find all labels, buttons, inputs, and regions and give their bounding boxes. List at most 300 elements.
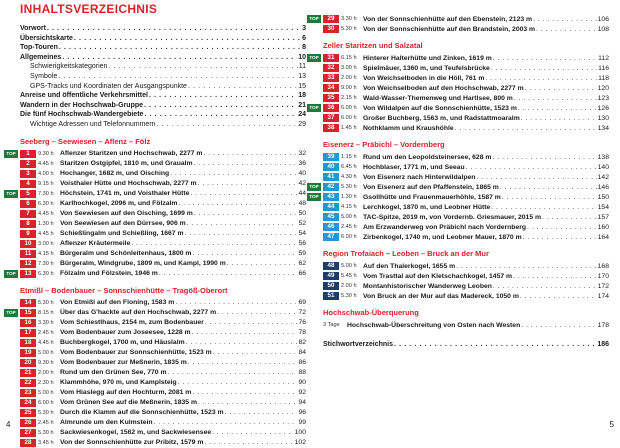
route-duration: 5.00 h [38,389,54,396]
route-row[interactable] [6,149,306,159]
crossing-section-title: Hochschwab-Überquerung [323,308,419,317]
route-number: 34 [323,84,339,92]
toc-page: 24 [298,111,306,119]
toc-label: Wichtige Adressen und Telefonnummern [30,120,156,128]
leader-dots [187,220,298,227]
top-badge: TOP [4,309,18,317]
leader-dots [513,273,597,280]
route-title: Vom Grünen See auf die Meßnerin, 1835 m [60,399,197,407]
leader-dots [521,115,597,122]
leader-dots [203,150,297,157]
route-page: 86 [298,359,306,367]
route-title: Zirbenkogel, 1740 m, und Leobner Mauer, 1870 m [363,233,522,241]
toc-entry[interactable] [20,101,306,111]
leader-dots [493,283,597,290]
route-number: 13 [20,270,36,278]
route-title: Vom Bodenbauer zur Meßnerin, 1835 m [60,359,187,367]
route-page: 108 [597,25,609,33]
route-row[interactable] [20,298,306,308]
route-duration: 2.45 h [38,419,54,426]
route-duration: 6.00 h [341,105,357,111]
route-title: Karlhochkogel, 2096 m, und Fölzalm [60,200,178,208]
route-number: 14 [20,299,36,307]
route-duration: 5.00 h [38,349,54,356]
leader-dots [204,439,293,446]
route-page: 170 [597,272,609,280]
route-duration: 4.45 h [38,160,54,167]
route-number: 29 [323,15,339,23]
section-title: Zeller Staritzen und Salzatal [323,41,423,50]
route-row[interactable] [323,222,609,232]
route-duration: 6.00 h [341,115,357,121]
route-page: 40 [298,170,306,178]
toc-entry[interactable] [20,62,306,72]
route-page: 160 [597,223,609,231]
route-row[interactable] [323,271,609,281]
route-row[interactable] [20,358,306,368]
route-number: 5 [20,190,36,198]
route-number: 45 [323,213,339,221]
leader-dots [188,359,298,366]
route-page: 94 [298,399,306,407]
leader-dots [205,319,298,326]
route-page: 126 [597,104,609,112]
route-page: 120 [597,84,609,92]
route-row[interactable] [20,368,306,378]
route-number: 18 [20,339,36,347]
leader-dots [527,224,597,231]
leader-dots [455,125,597,132]
route-row[interactable] [20,169,306,179]
route-duration: 2.30 h [38,379,54,386]
top-badge: TOP [4,150,18,158]
crossing-row[interactable] [323,320,609,330]
route-page: 92 [298,389,306,397]
leader-dots [198,399,297,406]
route-title: Bürgeralm und Schönleitenhaus, 1800 m [60,250,192,258]
toc-entry[interactable] [20,24,306,34]
route-duration: 2.00 h [341,283,357,289]
route-duration: 1.30 h [38,220,54,227]
toc-label: Vorwort [20,25,46,32]
route-duration: 3.30 h [341,16,357,22]
route-duration: 9.15 h [38,180,54,187]
toc-label: Wandern in der Hochschwab-Gruppe [20,101,144,109]
route-row[interactable] [323,123,609,133]
leader-dots [476,174,596,181]
route-number: 23 [20,389,36,397]
route-row[interactable] [20,348,306,358]
route-title: Lerchkogel, 1870 m, und Leobner Hütte [363,203,491,211]
route-page: 146 [597,183,609,191]
route-number: 49 [323,272,339,280]
toc-page: 10 [298,53,306,61]
route-page: 157 [597,213,609,221]
route-row[interactable] [309,182,609,192]
route-row[interactable] [309,192,609,202]
route-number: 12 [20,260,36,268]
route-number: 26 [20,419,36,427]
route-row[interactable] [323,93,609,103]
route-title: Von Weichselboden auf den Hochschwab, 2277 m [363,84,524,92]
route-title: Rund um den Grünen See, 770 m [60,369,167,377]
route-duration: 2.45 h [38,329,54,336]
route-title: Von Seewiesen auf den Dürrsee, 906 m [60,220,186,228]
leader-dots [491,65,597,72]
route-duration: 1.15 h [341,154,357,160]
route-number: 31 [323,54,339,62]
route-title: Voisthaler Hütte und Hochschwab, 2277 m [60,180,197,188]
leader-dots [149,91,297,101]
route-title: Sackwiesenkogel, 1562 m, und Sackwiesensee [60,429,212,437]
route-title: Rund um den Leopoldsteinersee, 628 m [363,153,492,161]
route-duration: 6.45 h [341,164,357,170]
route-row[interactable] [20,408,306,418]
toc-entry[interactable] [20,34,306,44]
leader-dots [159,270,298,277]
leader-dots [62,53,297,63]
route-duration: 4.45 h [38,230,54,237]
route-row[interactable] [309,14,609,24]
toc-entry[interactable] [20,120,306,130]
toc-entry[interactable] [20,53,306,63]
route-page: 112 [598,54,609,62]
crossing-page: 178 [597,321,609,329]
route-number: 28 [20,439,36,447]
route-number: 20 [20,359,36,367]
route-duration: 1.30 h [341,194,357,200]
route-title: Gsollhütte und Frauenmauerhöhle, 1587 m [363,193,501,201]
leader-dots [175,299,297,306]
leader-dots [521,322,596,329]
route-duration: 2.45 h [341,224,357,230]
route-row[interactable] [20,199,306,209]
route-title: Von der Sonnschienhütte auf den Ebenstein, 2123 m [363,15,533,23]
leader-dots [525,85,597,92]
top-badge: TOP [4,270,18,278]
route-title: Höchstein, 1741 m, und Voisthaler Hütte [60,190,190,198]
route-number: 21 [20,369,36,377]
route-row[interactable] [323,152,609,162]
route-row[interactable] [323,281,609,291]
right-column [309,14,609,350]
route-title: Hinterer Halterhütte und Zinken, 1619 m [363,54,492,62]
route-row[interactable] [323,232,609,242]
leader-dots [178,200,297,207]
route-number: 38 [323,124,339,132]
route-title: Großer Buchberg, 1563 m, und Radstattmoaralm [363,114,520,122]
leader-dots [170,170,297,177]
route-row[interactable] [20,159,306,169]
route-page: 172 [597,282,609,290]
route-page: 42 [298,180,306,188]
toc-page: 8 [302,44,306,52]
route-page: 48 [298,200,306,208]
leader-dots [198,180,298,187]
route-title: Almrunde um den Kulmstein [60,419,153,427]
route-title: Vom Bodenbauer zur Sonnschienhütte, 1523 m [60,349,212,357]
route-row[interactable] [323,291,609,301]
leader-dots [491,204,596,211]
leader-dots [500,184,597,191]
route-page: 134 [597,124,609,132]
right-sections [309,41,609,301]
toc-label: Anreise und öffentliche Verkehrsmittel [20,92,148,100]
route-duration: 5.00 h [341,263,357,269]
route-duration: 3.45 h [38,439,54,446]
top-badge: TOP [307,193,321,201]
leader-dots [157,120,298,130]
route-duration: 9.00 h [341,85,357,91]
route-row[interactable] [20,388,306,398]
toc-entry[interactable] [20,91,306,101]
section-title: Region Trofaiach – Leoben – Bruck an der Mur [323,249,489,258]
route-duration: 8.15 h [38,309,54,316]
leader-dots [144,101,297,111]
route-page: 50 [298,210,306,218]
route-row[interactable] [323,24,609,34]
route-title: Fölzalm und Fölzstein, 1946 m [60,270,158,278]
route-page: 96 [298,409,306,417]
page-number-right: 5 [609,420,614,429]
index-page: 186 [597,341,609,348]
route-duration: 3.00 h [38,240,54,247]
route-number: 3 [20,170,36,178]
toc-label: GPS-Tracks und Koordinaten der Ausgangspunkte [30,82,187,90]
route-row[interactable] [20,249,306,259]
route-duration: 1.45 h [341,125,357,131]
leader-dots [188,82,297,92]
page-title: INHALTSVERZEICHNIS [20,2,158,16]
route-title: Am Erzwanderweg von Präbichl nach Vordernberg [363,223,527,231]
leader-dots [520,293,597,300]
route-number: 48 [323,262,339,270]
route-page: 82 [298,339,306,347]
route-row[interactable] [323,162,609,172]
route-page: 118 [598,74,609,82]
leader-dots [493,55,597,62]
route-duration: 5.30 h [341,293,357,299]
route-duration: 2.00 h [341,75,357,81]
toc-entry[interactable] [20,82,306,92]
leader-dots [192,329,298,336]
route-title: Montanhistorischer Wanderweg Leoben [363,282,492,290]
leader-dots [168,369,298,376]
route-row[interactable] [20,438,306,448]
route-title: Aflenzer Staritzen und Hochschwab, 2277 m [60,150,203,158]
route-number: 1 [20,150,36,158]
route-number: 46 [323,223,339,231]
route-page: 142 [597,173,609,181]
route-row[interactable] [20,318,306,328]
route-row[interactable] [6,269,306,279]
route-page: 84 [298,349,306,357]
route-page: 88 [298,369,306,377]
route-row[interactable] [323,83,609,93]
route-row[interactable] [323,261,609,271]
route-number: 17 [20,329,36,337]
route-row[interactable] [20,428,306,438]
route-title: Vom Hiaslegg auf den Hochturm, 2081 m [60,389,192,397]
route-row[interactable] [20,328,306,338]
route-page: 102 [294,439,306,447]
route-row[interactable] [323,63,609,73]
route-page: 52 [298,220,306,228]
right-top-routes [309,14,609,34]
route-number: 51 [323,292,339,300]
route-title: Staritzen Ostgipfel, 1810 m, und Graualm [60,160,193,168]
route-page: 32 [298,150,306,158]
leader-dots [502,194,597,201]
route-row[interactable] [20,398,306,408]
leader-dots [178,379,298,386]
route-title: Von Wildalpen auf die Sonnschienhütte, 1523 m [363,104,517,112]
route-row[interactable] [6,308,306,318]
leader-dots [542,214,597,221]
toc-list [20,24,306,130]
section-title: Etmißl – Bodenbauer – Sonnschienhütte – Tragöß-Oberort [20,285,228,295]
toc-label: Allgemeines [20,53,62,61]
leader-dots [108,62,297,72]
route-page: 164 [597,233,609,241]
route-number: 30 [323,25,339,33]
route-page: 174 [597,292,609,300]
crossing-duration: 3 Tage [323,322,340,328]
top-badge: TOP [4,190,18,198]
leader-dots [394,340,596,350]
route-row[interactable] [323,73,609,83]
toc-page: 21 [298,101,306,109]
leader-dots [58,72,297,82]
route-number: 42 [323,183,339,191]
route-title: TAC-Spitze, 2019 m, von Vordernb. Griesmauer, 2015 m [363,213,542,221]
route-number: 4 [20,180,36,188]
route-number: 37 [323,114,339,122]
route-number: 39 [323,153,339,161]
toc-entry[interactable] [20,72,306,82]
index-entry[interactable] [323,340,609,350]
route-page: 116 [598,64,609,72]
top-badge: TOP [307,183,321,191]
toc-entry[interactable] [20,43,306,53]
route-row[interactable] [20,259,306,269]
leader-dots [192,389,297,396]
toc-entry[interactable] [20,110,306,120]
route-page: 130 [597,114,609,122]
route-number: 50 [323,282,339,290]
route-number: 43 [323,193,339,201]
leader-dots [536,26,597,33]
route-page: 99 [298,419,306,427]
route-page: 56 [298,240,306,248]
route-row[interactable] [323,202,609,212]
route-duration: 5.30 h [341,184,357,190]
leader-dots [194,210,298,217]
toc-page: 13 [298,72,306,80]
leader-dots [131,240,297,247]
route-title: Von Bruck an der Mur auf das Madereck, 1050 m [363,292,519,300]
route-duration: 5.00 h [341,214,357,220]
route-duration: 5.30 h [38,299,54,306]
route-row[interactable] [20,219,306,229]
section-title: Seeberg – Seewiesen – Aflenz – Fölz [20,136,151,146]
route-duration: 5.30 h [38,429,54,436]
route-title: Wald-Wasser-Themenweg und Hartlsee, 800 m [363,94,513,102]
route-number: 33 [323,74,339,82]
route-page: 59 [298,250,306,258]
route-duration: 4.45 h [38,339,54,346]
route-page: 36 [298,160,306,168]
route-row[interactable] [20,338,306,348]
route-duration: 2.00 h [38,369,54,376]
route-page: 154 [597,203,609,211]
route-page: 140 [597,163,609,171]
route-number: 36 [323,104,339,112]
leader-dots [485,75,597,82]
leader-dots [514,95,597,102]
route-row[interactable] [20,378,306,388]
route-duration: 6.15 h [341,55,357,61]
route-duration: 5.30 h [38,409,54,416]
route-page: 138 [597,153,609,161]
route-row[interactable] [323,212,609,222]
route-row[interactable] [6,189,306,199]
route-duration: 9.30 h [38,359,54,366]
toc-page: 6 [302,34,306,42]
route-page: 168 [597,262,609,270]
route-row[interactable] [20,239,306,249]
route-number: 32 [323,64,339,72]
route-duration: 9.30 h [38,150,54,157]
route-title: Klammhöhe, 970 m, und Kamplsteig [60,379,177,387]
route-title: Von Etmißl auf den Floning, 1583 m [60,299,175,307]
route-number: 25 [20,409,36,417]
route-number: 10 [20,240,36,248]
route-row[interactable] [20,418,306,428]
route-duration: 4.15 h [38,250,54,257]
route-duration: 3.00 h [341,65,357,71]
route-duration: 5.45 h [341,273,357,279]
leader-dots [186,339,298,346]
route-row[interactable] [20,229,306,239]
route-duration: 6.00 h [341,234,357,240]
route-duration: 4.15 h [341,204,357,210]
route-row[interactable] [323,113,609,123]
route-row[interactable] [20,209,306,219]
route-number: 35 [323,94,339,102]
route-row[interactable] [309,103,609,113]
route-row[interactable] [323,172,609,182]
route-duration: 5.30 h [341,26,357,32]
route-duration: 4.30 h [341,174,357,180]
toc-label: Schwierigkeitskategorien [30,63,108,71]
route-number: 22 [20,379,36,387]
route-page: 62 [298,260,306,268]
leader-dots [74,34,301,44]
route-number: 16 [20,319,36,327]
top-badge: TOP [307,15,321,23]
leader-dots [154,419,298,426]
route-page: 150 [597,193,609,201]
toc-label: Die fünf Hochschwab-Wandergebiete [20,111,144,119]
route-row[interactable] [309,53,609,63]
leader-dots [190,190,297,197]
top-badge: TOP [307,104,321,112]
leader-dots [144,110,297,120]
route-row[interactable] [20,179,306,189]
route-number: 7 [20,210,36,218]
route-title: Von der Sonnschienhütte auf den Brandstein, 2003 m [363,25,536,33]
